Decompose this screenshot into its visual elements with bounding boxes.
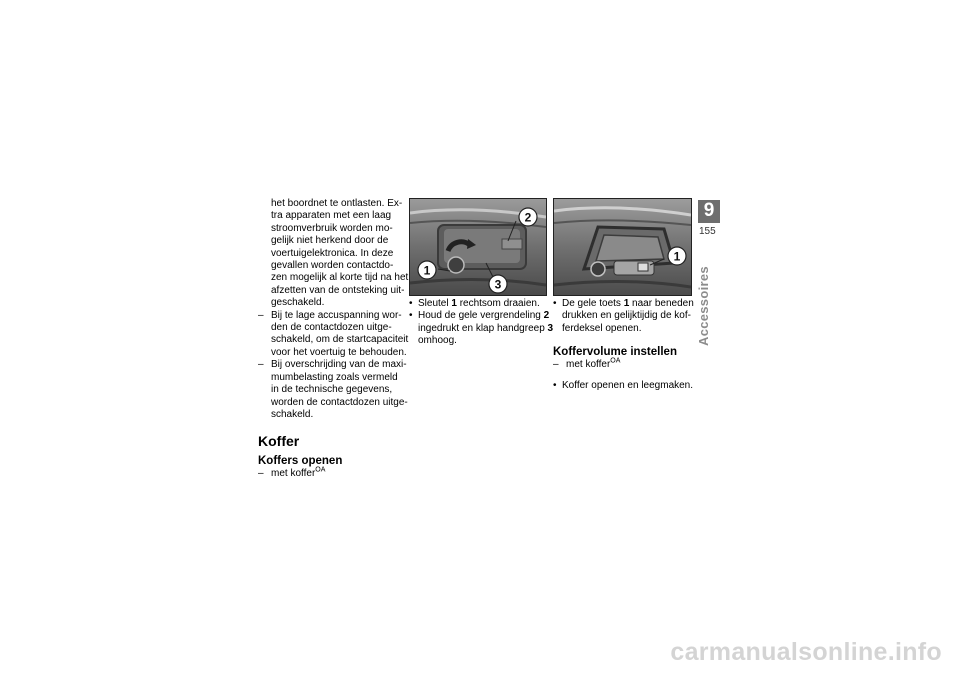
text-run: Sleutel	[418, 298, 452, 309]
text-run: rechtsom draaien.	[456, 298, 540, 309]
text-run: Houd de gele vergrendeling	[418, 310, 544, 322]
option-text: met koffer	[271, 468, 316, 480]
bullet-press-button	[553, 298, 693, 335]
text-line: schakeld, om de startcapaciteit	[271, 334, 409, 346]
text-line: in de technische gegevens,	[271, 384, 393, 396]
page-number: 155	[699, 226, 716, 237]
text-line: mumbelasting zoals vermeld	[271, 371, 398, 383]
callout-label: 1	[423, 263, 431, 278]
text-run: naar beneden	[629, 298, 694, 309]
text-line: • Koffer openen en leegmaken.	[562, 379, 694, 391]
heading-koffer: Koffer	[258, 433, 300, 450]
text-line: worden de contactdozen uitge-	[271, 396, 408, 408]
section-title-text: Accessoires	[696, 266, 711, 346]
chapter-divider	[698, 222, 720, 223]
photo-case-lock-illustration	[410, 199, 546, 295]
intro-paragraph	[258, 198, 409, 310]
bullet-open-handle	[409, 310, 554, 347]
text-line: gelijk niet herkend door de	[271, 235, 389, 247]
text-line: omhoog.	[418, 335, 457, 347]
callout-1	[418, 261, 436, 279]
option-text: met koffer	[566, 359, 611, 371]
text-line: voertuigelektronica. In deze	[271, 247, 394, 259]
option-superscript: OA	[315, 466, 326, 474]
text-line: geschakeld.	[271, 297, 325, 309]
text-line	[418, 298, 547, 310]
callout-3	[489, 275, 507, 293]
dash-item-low-voltage	[258, 309, 409, 360]
text-line	[418, 310, 550, 322]
callout-label: 1	[673, 249, 681, 264]
text-line: het boordnet te ontlasten. Ex-	[271, 198, 403, 209]
text-run: ingedrukt en klap handgreep	[418, 322, 548, 334]
option-note	[258, 468, 398, 480]
text-line: den de contactdozen uitge-	[271, 322, 392, 334]
text-run: De gele toets	[562, 298, 624, 309]
bullet-open-empty	[553, 380, 693, 392]
ref-number: 1	[451, 298, 457, 309]
chapter-number-badge: 9	[698, 200, 720, 222]
callout-label: 2	[524, 210, 532, 225]
text-column-middle	[409, 298, 554, 348]
dash-item-max-load	[258, 359, 408, 421]
text-line: drukken en gelijktijdig de kof-	[562, 310, 691, 322]
photo-case-button-illustration	[554, 199, 691, 295]
text-line: gevallen worden contactdo-	[271, 260, 394, 272]
bullet-turn-key	[409, 298, 547, 310]
text-line: schakeld.	[271, 408, 314, 420]
callout-label: 3	[494, 277, 502, 292]
text-line	[562, 298, 693, 310]
ref-number: 1	[623, 298, 630, 309]
watermark: carmanualsonline.info	[670, 638, 942, 666]
text-line: voor het voertuig te behouden.	[271, 346, 407, 358]
text-line: ferdeksel openen.	[562, 322, 642, 334]
text-line: stroomverbruik worden mo-	[271, 222, 393, 234]
text-line: – Bij te lage accuspanning wor-	[271, 309, 402, 321]
text-column-right	[553, 298, 693, 392]
heading-koffers-openen: Koffers openen	[258, 455, 343, 468]
photo-case-button	[553, 198, 692, 296]
ref-number: 2	[543, 310, 550, 322]
heading-koffervolume: Koffervolume instellen	[553, 346, 677, 359]
text-line: afzetten van de ontsteking uit-	[271, 284, 405, 296]
text-line: zen mogelijk al korte tijd na het	[271, 272, 409, 284]
photo-case-lock	[409, 198, 547, 296]
text-line	[418, 322, 554, 335]
callout-1	[668, 247, 686, 265]
callout-2	[519, 208, 537, 226]
text-line: – Bij overschrijding van de maxi-	[271, 359, 407, 371]
text-line: tra apparaten met een laag	[271, 210, 392, 222]
option-note	[553, 359, 693, 371]
ref-number: 3	[547, 322, 554, 334]
text-column-left	[258, 198, 409, 481]
option-superscript: OA	[610, 357, 621, 365]
